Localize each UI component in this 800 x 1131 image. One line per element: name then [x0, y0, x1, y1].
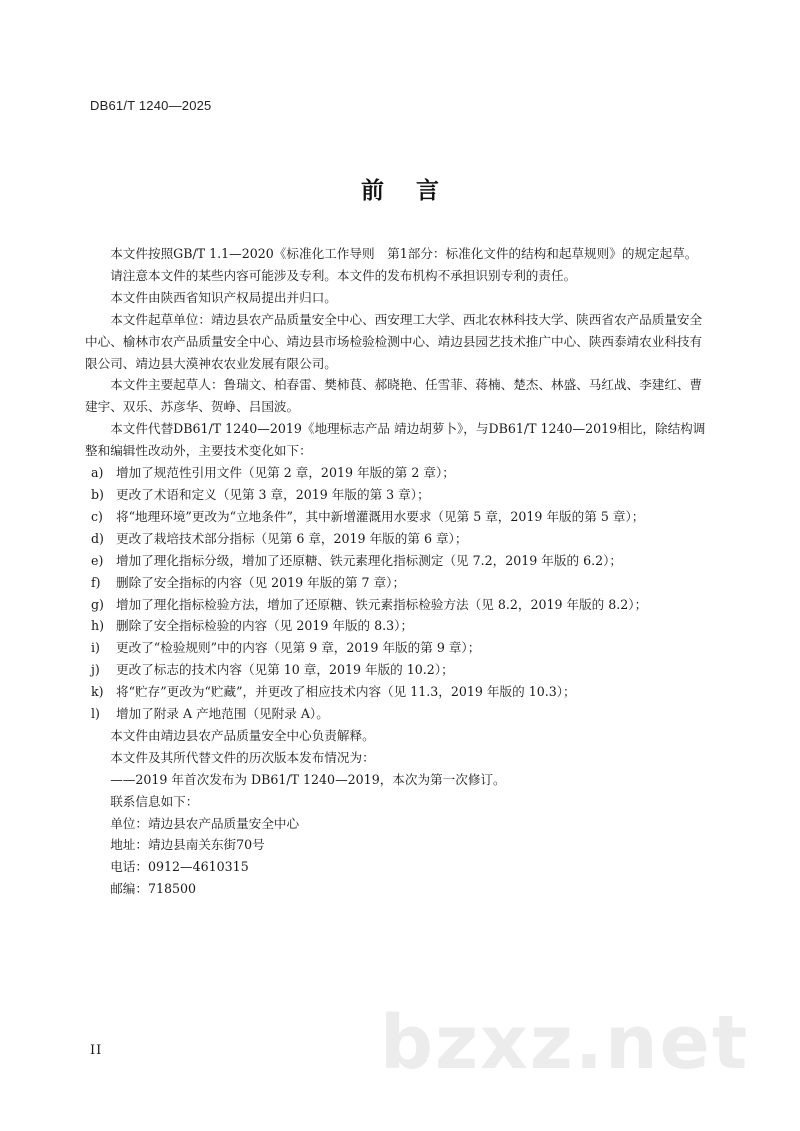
list-marker: j)	[91, 662, 100, 678]
page-title: 前言	[361, 178, 471, 204]
paragraph-contact-intro: 联系信息如下：	[110, 793, 199, 809]
paragraph-history-intro: 本文件及其所代替文件的历次版本发布情况为：	[110, 749, 375, 765]
paragraph-drafting-rules: 本文件按照GB/T 1.1—2020《标准化工作导则 第1部分：标准化文件的结构和起草规则》的规定起草。	[110, 246, 698, 261]
watermark-logo: bzxz.net	[380, 1000, 750, 1086]
document-code: DB61/T 1240—2025	[90, 98, 212, 113]
list-text: 增加了理化指标检验方法，增加了还原糖、铁元素指标检验方法（见 8.2，2019 年版的 8.2）；	[116, 596, 648, 612]
list-item	[85, 659, 710, 681]
list-item	[85, 550, 710, 572]
list-text: 更改了术语和定义（见第 3 章，2019 年版的第 3 章）；	[116, 486, 430, 502]
list-text: 删除了安全指标检验的内容（见 2019 年版的 8.3）；	[116, 618, 414, 634]
list-text: 增加了规范性引用文件（见第 2 章，2019 年版的第 2 章）；	[116, 465, 455, 481]
page-number: II	[90, 1043, 103, 1058]
list-item	[85, 637, 710, 659]
list-text: 将“贮存”更改为“贮藏”，并更改了相应技术内容（见 11.3，2019 年版的 10.3）；	[116, 684, 576, 700]
list-text: 增加了附录 A 产地范围（见附录 A）。	[116, 706, 329, 722]
list-item	[85, 681, 710, 703]
list-item	[85, 615, 710, 637]
list-text: 增加了理化指标分级，增加了还原糖、铁元素理化指标测定（见 7.2，2019 年版的 6.2）；	[116, 552, 623, 568]
paragraph-interpretation: 本文件由靖边县农产品质量安全中心负责解释。	[110, 727, 375, 743]
document-body	[85, 243, 710, 900]
changes-list	[85, 462, 710, 725]
list-item	[85, 528, 710, 550]
list-item	[85, 484, 710, 506]
paragraph-patent-notice: 请注意本文件的某些内容可能涉及专利。本文件的发布机构不承担识别专利的责任。	[110, 267, 577, 283]
list-marker: i)	[91, 640, 100, 656]
paragraph-replacement: 本文件代替DB61/T 1240—2019《地理标志产品 靖边胡萝卜》，与DB61/T 1240—2019相比，除结构调整和编辑性改动外，主要技术变化如下：	[85, 421, 706, 459]
list-marker: a)	[91, 465, 104, 481]
list-item	[85, 594, 710, 616]
list-marker: g)	[91, 596, 104, 612]
paragraph-proposer: 本文件由陕西省知识产权局提出并归口。	[110, 289, 337, 305]
list-text: 将“地理环境”更改为“立地条件”，其中新增灌溉用水要求（见第 5 章，2019 年版的第 5 章）；	[116, 508, 645, 524]
list-marker: h)	[91, 618, 105, 634]
list-marker: f)	[91, 574, 101, 590]
contact-phone: 电话：0912—4610315	[110, 859, 249, 875]
list-marker: e)	[91, 552, 104, 568]
list-item	[85, 462, 710, 484]
paragraph-drafters: 本文件主要起草人：鲁瑞文、柏春雷、樊柿茛、郝晓艳、任雪菲、蒋楠、楚杰、林盛、马红战、李建红、曹建宇、双乐、苏彦华、贺峥、吕国波。	[85, 377, 703, 415]
paragraph-drafting-units: 本文件起草单位：靖边县农产品质量安全中心、西安理工大学、西北农林科技大学、陕西省农产品质量安全中心、榆林市农产品质量安全中心、靖边县市场检验检测中心、靖边县园艺技术推广中心、陕西泰靖农业科技有限公司、靖边县大漠神农农业发展有限公司。	[85, 311, 703, 371]
contact-unit: 单位：靖边县农产品质量安全中心	[110, 815, 300, 831]
contact-postcode: 邮编：718500	[110, 881, 197, 897]
contact-address: 地址：靖边县南关东街70号	[110, 837, 265, 853]
list-marker: d)	[91, 530, 104, 546]
list-marker: k)	[91, 684, 104, 700]
list-text: 更改了标志的技术内容（见第 10 章，2019 年版的 10.2）；	[116, 662, 454, 678]
list-item	[85, 572, 710, 594]
paragraph-history-entry: ——2019 年首次发布为 DB61/T 1240—2019，本次为第一次修订。	[110, 771, 506, 787]
list-text: 更改了“检验规则”中的内容（见第 9 章，2019 年版的第 9 章）；	[116, 640, 481, 656]
list-text: 更改了栽培技术部分指标（见第 6 章，2019 年版的第 6 章）；	[116, 530, 468, 546]
list-item	[85, 703, 710, 725]
list-marker: b)	[91, 486, 104, 502]
list-item	[85, 506, 710, 528]
list-text: 删除了安全指标的内容（见 2019 年版的第 7 章）；	[116, 574, 406, 590]
list-marker: c)	[91, 508, 103, 524]
list-marker: l)	[91, 706, 100, 722]
